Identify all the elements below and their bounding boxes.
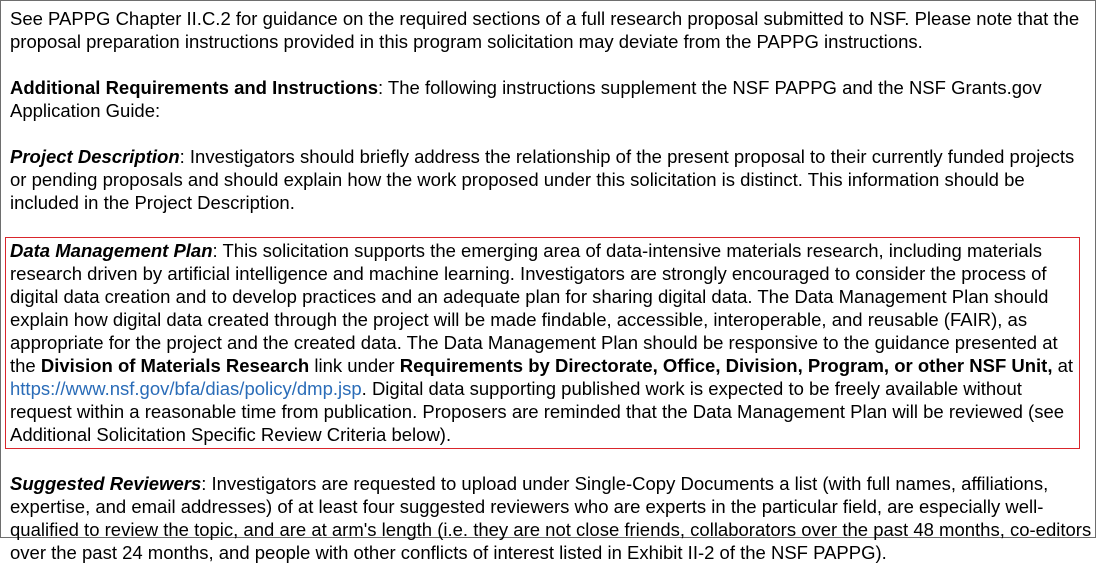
section-heading: Additional Requirements and Instructions <box>10 77 378 98</box>
document-content <box>10 7 1092 564</box>
paragraph-pappg-guidance <box>10 7 1092 53</box>
paragraph-text: See PAPPG Chapter II.C.2 for guidance on the required sections of a full research proposal submitted to NSF. Please note that the proposal preparation instructions provided in this program solicitation may deviate from the PAPPG instructions. <box>10 8 1080 52</box>
section-heading: Data Management Plan <box>10 240 213 261</box>
paragraph-text: : This solicitation supports the emerging area of data-intensive materials research, including materials research driven by artificial intelligence and machine learning. Investigators are strongly encouraged to consider the process of digital data creation and to develop practices and an adequate plan for sharing digital data. The Data Management Plan should explain how digital data created through the project will be made findable, accessible, interoperable, and reusable (FAIR), as appropriate for the project and the created data. The Data Management Plan should be responsive to the guidance presented at the <box>10 240 1058 376</box>
paragraph-text: . Digital data supporting published work is expected to be freely available without request within a reasonable time from publication. Proposers are reminded that the Data Management Plan will be reviewed (see Additional Solicitation Specific Review Criteria below). <box>10 378 1065 445</box>
section-heading: Project Description <box>10 146 180 167</box>
paragraph-text: link under <box>309 355 400 376</box>
paragraph-text: : Investigators should briefly address the relationship of the present proposal to their currently funded projects or pending proposals and should explain how the work proposed under this solicitation is distinct. This information should be included in the Project Description. <box>10 146 1075 213</box>
paragraph-text: : The following instructions supplement the NSF PAPPG and the NSF Grants.gov Application Guide: <box>10 77 1042 121</box>
bold-text: Requirements by Directorate, Office, Division, Program, or other NSF Unit, <box>399 355 1053 376</box>
paragraph-text: : Investigators are requested to upload under Single-Copy Documents a list (with full names, affiliations, expertise, and email addresses) of at least four suggested reviewers who are experts in the particular field, are especially well-qualified to review the topic, and are at arm's length (i.e. they are not close friends, collaborators over the past 48 months, co-editors over the past 24 months, and people with other conflicts of interest listed in Exhibit II-2 of the NSF PAPPG). <box>10 473 1092 563</box>
dmp-policy-link[interactable]: https://www.nsf.gov/bfa/dias/policy/dmp.jsp <box>10 378 362 399</box>
paragraph-text: at <box>1052 355 1074 376</box>
paragraph-data-management-plan <box>5 237 1080 449</box>
paragraph-suggested-reviewers <box>10 472 1092 564</box>
section-heading: Suggested Reviewers <box>10 473 202 494</box>
paragraph-additional-requirements <box>10 76 1092 122</box>
paragraph-project-description <box>10 145 1092 214</box>
bold-text: Division of Materials Research <box>40 355 310 376</box>
